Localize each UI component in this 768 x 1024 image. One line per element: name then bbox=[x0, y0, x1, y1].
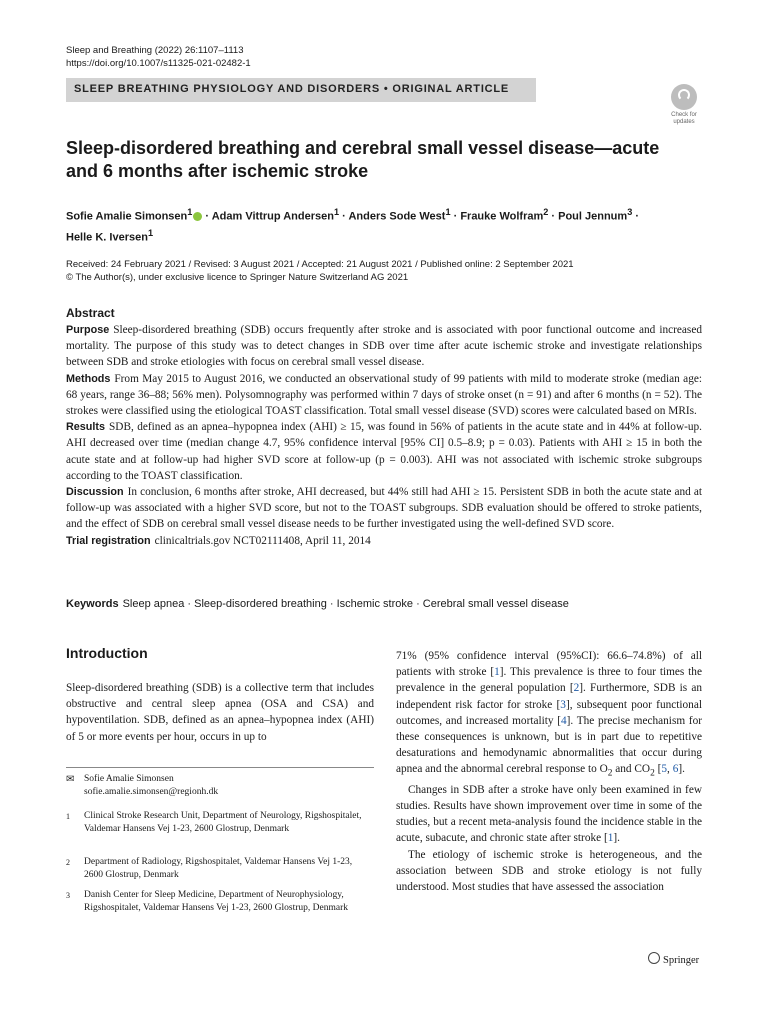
results-label: Results bbox=[66, 421, 106, 434]
trial-label: Trial registration bbox=[66, 534, 151, 547]
author-name[interactable]: Frauke Wolfram bbox=[460, 210, 544, 223]
affiliation-2 bbox=[66, 856, 366, 884]
check-updates-icon bbox=[671, 84, 697, 110]
abstract-purpose bbox=[66, 322, 702, 371]
journal-header bbox=[66, 44, 251, 70]
trial-text[interactable]: clinicaltrials.gov NCT02111408, April 11, 2014 bbox=[154, 534, 371, 547]
text-run: ]. Furthermore, SDB is an independent risk factor for stroke [ bbox=[396, 682, 702, 711]
abstract-results bbox=[66, 419, 702, 484]
article-title: Sleep-disordered breathing and cerebral small vessel disease—acute and 6 months after ischemic stroke bbox=[66, 138, 660, 181]
publisher-name: Springer bbox=[663, 955, 700, 966]
publication-history bbox=[66, 258, 706, 284]
intro-paragraph: 71% (95% confidence interval (95%CI): 66.6–74.8%) of all patients with stroke [1]. This prevalence is three to four times the prevalence in the general population [2]. Furthermore, SDB is an independent risk factor for stroke [3], subsequent poor functional outcomes, and increased mortality [4]. The precise mechanism for these consequences is unknown, but is in part due to repetitive desaturations and hemodynamic abnormalities that occur during apnea and the abnormal cerebral response to $O_2$ and $CO_2$ [5, 6]. bbox=[396, 650, 702, 779]
footnote-divider bbox=[66, 767, 374, 768]
author-name[interactable]: Poul Jennum bbox=[558, 210, 628, 223]
abstract-body bbox=[66, 322, 702, 549]
affiliation-text: Department of Radiology, Rigshospitalet, Valdemar Hansens Vej 1-23, 2600 Glostrup, Denmark bbox=[84, 857, 353, 880]
keywords-label: Keywords bbox=[66, 598, 119, 610]
discussion-text: In conclusion, 6 months after stroke, AHI decreased, but 44% still had AHI ≥ 15. Persistent SDB in both the acute state and at follow-up was associated with a higher SVD score, but not to the TOAST subgroups. SDB evaluation should be offered to stroke patients, and the effect of SDB on cerebral small vessel disease needs to be further investigated using the well-defined SVD score. bbox=[66, 486, 702, 531]
orcid-icon[interactable] bbox=[193, 212, 202, 221]
intro-paragraph: The etiology of ischemic stroke is heterogeneous, and the association between SDB and stroke etiology is not fully understood. Most studies that have assessed the association bbox=[396, 848, 702, 894]
text-run: ]. This prevalence is three to four times the prevalence in the general population [ bbox=[396, 666, 702, 695]
text-run: ]. bbox=[678, 763, 685, 776]
author-name[interactable]: Helle K. Iversen bbox=[66, 231, 148, 244]
abstract-heading: Abstract bbox=[66, 306, 115, 320]
author-name[interactable]: Anders Sode West bbox=[348, 210, 446, 223]
affiliation-text: Clinical Stroke Research Unit, Department of Neurology, Rigshospitalet, Valdemar Hansens Vej 1-23, 2600 Glostrup, Denmark bbox=[84, 811, 362, 834]
publisher-logo bbox=[648, 952, 699, 966]
discussion-label: Discussion bbox=[66, 486, 124, 499]
check-updates-label: Check for updates bbox=[671, 112, 697, 125]
intro-paragraph: Sleep-disordered breathing (SDB) is a collective term that includes obstructive and central sleep apnea (OSA and CSA) and hypoventilation. SDB, defined as an apnea–hypopnea index (AHI) of 5 or more events per hour, occurs in up to bbox=[66, 682, 374, 743]
citation-link[interactable]: 1 bbox=[607, 832, 614, 845]
text-run: [ bbox=[654, 763, 662, 776]
citation-link[interactable]: 5 bbox=[661, 763, 668, 776]
author-name[interactable]: Sofie Amalie Simonsen bbox=[66, 210, 188, 223]
affiliation-mark: 3 bbox=[66, 891, 70, 900]
author-affiliation: 3 bbox=[627, 207, 633, 217]
check-for-updates-badge[interactable] bbox=[664, 84, 704, 124]
author-affiliation: 1 bbox=[147, 227, 154, 238]
text-run: ]. The precise mechanism for these consequences is unknown, but is in part due to repetitive desaturations and hemodynamic abnormalities that occur during apnea and the abnormal cerebral response to O bbox=[396, 714, 702, 776]
text-run: ]. bbox=[613, 832, 620, 845]
methods-text: From May 2015 to August 2016, we conducted an observational study of 99 patients with mild to moderate stroke (median age: 68 years, range 36–88; 56% men). Polysomnography was performed within 7 days of stroke onset (n = 91) and after 6 months (n = 52). The strokes were classified using the etiological TOAST classification. Total small vessel disease (SVD) scores were calculated based on MRIs. bbox=[66, 372, 702, 418]
author-name[interactable]: Adam Vittrup Andersen bbox=[211, 210, 334, 223]
corresponding-email[interactable]: sofie.amalie.simonsen@regionh.dk bbox=[84, 787, 219, 797]
purpose-label: Purpose bbox=[66, 324, 110, 336]
text-run: 71% (95% confidence interval (95%CI): 66.6–74.8%) of all patients with stroke [ bbox=[396, 650, 702, 679]
methods-label: Methods bbox=[66, 372, 111, 385]
affiliation-3 bbox=[66, 889, 366, 929]
text-run: ], subsequent poor functional outcomes, and increased mortality [ bbox=[396, 698, 702, 727]
purpose-text: Sleep-disordered breathing (SDB) occurs frequently after stroke and is associated with poor functional outcome and increased mortality. The purpose of this study was to detect changes in SDB over time after acute ischemic stroke and investigate relationships between SDB and stroke etiologies with focus on cerebral small vessel disease. bbox=[66, 324, 702, 369]
keywords bbox=[66, 598, 706, 610]
affiliation-mark: 2 bbox=[66, 858, 70, 867]
article-type-label: SLEEP BREATHING PHYSIOLOGY AND DISORDERS • ORIGINAL ARTICLE bbox=[74, 83, 510, 95]
keywords-text: Sleep apnea · Sleep-disordered breathing · Ischemic stroke · Cerebral small vessel disease bbox=[122, 598, 569, 610]
text-run: and CO bbox=[612, 763, 651, 776]
introduction-heading: Introduction bbox=[66, 645, 148, 661]
right-column bbox=[396, 648, 702, 895]
citation-link[interactable]: 2 bbox=[573, 682, 580, 695]
citation-link[interactable]: 3 bbox=[560, 698, 566, 711]
results-text: SDB, defined as an apnea–hypopnea index (AHI) ≥ 15, was found in 56% of patients in the acute state and in 44% at follow-up. AHI decreased over time (median change 4.7, 95% confidence interval [95% CI] 0.5–8.9; p = 0.03). Patients with AHI ≥ 15 in both the acute state and at follow-up had higher SVD score at follow-up (p = 0.003). AHI was not associated with ischemic stroke subgroups according to the TOAST classification. bbox=[66, 421, 702, 482]
envelope-icon: ✉ bbox=[66, 774, 75, 785]
affiliation-text: Danish Center for Sleep Medicine, Department of Neurophysiology, Rigshospitalet, Valdemar Hansens Vej 1-23, 2600 Glostrup, Denmark bbox=[84, 890, 349, 913]
corresponding-name: Sofie Amalie Simonsen bbox=[84, 774, 174, 784]
affiliation-mark: 1 bbox=[66, 812, 70, 821]
corresponding-author bbox=[66, 773, 366, 799]
springer-horse-icon bbox=[648, 952, 660, 964]
subscript-2: 2 bbox=[650, 768, 655, 779]
abstract-methods bbox=[66, 371, 702, 420]
doi-link[interactable]: https://doi.org/10.1007/s11325-021-02482-1 bbox=[66, 58, 251, 69]
text-run: Changes in SDB after a stroke have only been examined in few studies. Results have shown improvement over time in some of the studies, but a recent meta-analysis found the incidence stable in the acute, subacute, and chronic state after stroke [ bbox=[396, 783, 702, 845]
author-affiliation: 2 bbox=[543, 207, 549, 217]
copyright-notice: © The Author(s), under exclusive licence to Springer Nature Switzerland AG 2021 bbox=[66, 272, 409, 283]
received-dates: Received: 24 February 2021 / Revised: 3 August 2021 / Accepted: 21 August 2021 / Published online: 2 September 2021 bbox=[66, 259, 574, 270]
journal-citation: Sleep and Breathing (2022) 26:1107–1113 bbox=[66, 45, 244, 56]
abstract-discussion bbox=[66, 484, 702, 533]
citation-link[interactable]: 4 bbox=[561, 714, 567, 727]
citation-link[interactable]: 6 bbox=[672, 763, 679, 776]
author-affiliation: 1 bbox=[445, 207, 451, 217]
abstract-trial bbox=[66, 533, 702, 549]
left-column bbox=[66, 680, 374, 745]
citation-link[interactable]: 1 bbox=[494, 666, 500, 679]
author-affiliation: 1 bbox=[333, 207, 340, 217]
author-affiliation: 1 bbox=[187, 207, 193, 217]
author-list: Sofie Amalie Simonsen$^1$ · Adam Vittrup Andersen$^1$ · Anders Sode West$^1$ · Frauke Wolfram$^2$ · Poul Jennum$^3$ · Helle K. Iversen$^1$ bbox=[66, 207, 640, 244]
affiliation-1 bbox=[66, 810, 366, 850]
subscript-2: 2 bbox=[607, 768, 613, 779]
intro-paragraph bbox=[396, 782, 702, 847]
